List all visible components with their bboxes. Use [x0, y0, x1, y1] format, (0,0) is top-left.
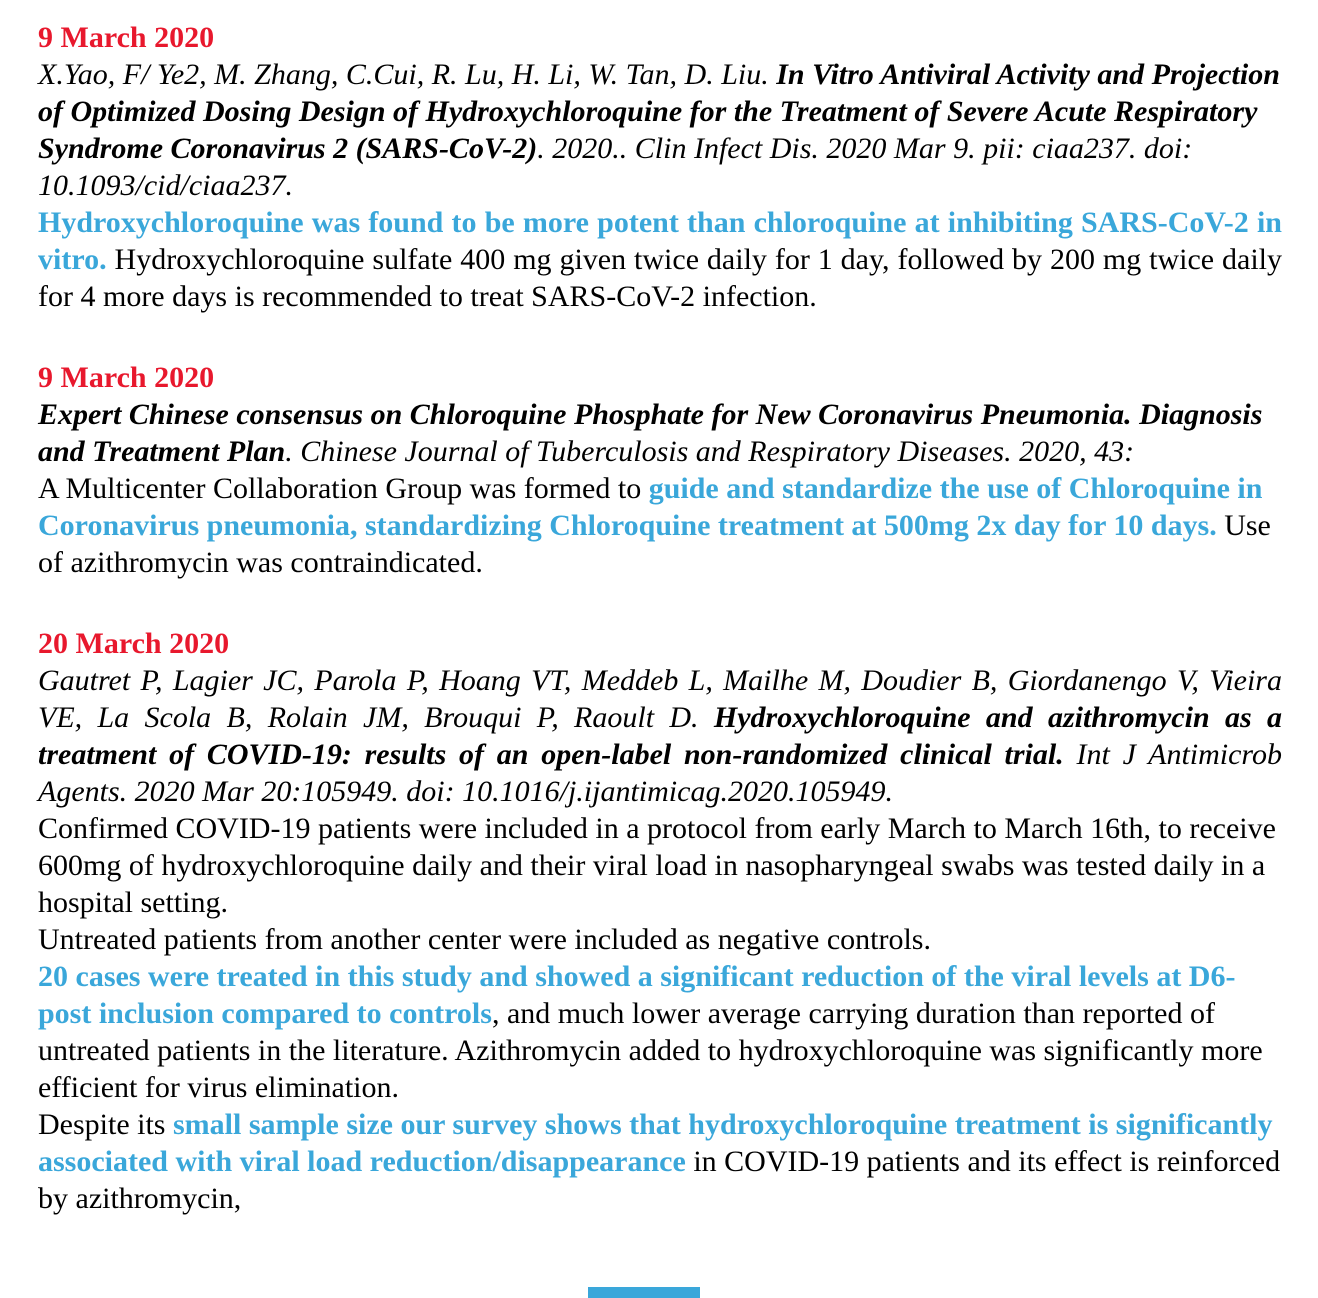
entry-date: 9 March 2020: [38, 21, 215, 54]
paragraph: [38, 958, 1282, 1106]
text-segment-blue-bold: Hydroxychloroquine was found to be more potent than chloroquine at inhibiting SARS-CoV-2 in vitro.: [38, 206, 1282, 276]
text-segment-blue-bold: small sample size our survey shows that hydroxychloroquine treatment is significantly associated with viral load reduction/disappearance: [38, 1108, 1273, 1178]
text-segment-italic: . Chinese Journal of Tuberculosis and Respiratory Diseases. 2020, 43:: [285, 435, 1135, 468]
bottom-blue-bar: [588, 1287, 700, 1298]
text-segment-bold-italic: Hydroxychloroquine and azithromycin as a treatment of COVID-19: results of an open-label non-randomized clinical trial.: [38, 701, 1283, 771]
text-segment-normal: Despite its: [38, 1108, 173, 1141]
paragraph: [38, 662, 1282, 810]
text-segment-blue-bold: 20 cases were treated in this study and showed a significant reduction of the viral levels at D6-post inclusion compared to controls: [38, 960, 1236, 1030]
research-entry: [38, 19, 1282, 315]
research-entry: [38, 625, 1282, 1217]
text-segment-bold-italic: In Vitro Antiviral Activity and Projection of Optimized Dosing Design of Hydroxychloroquine for the Treatment of Severe Acute Respiratory Syndrome Coronavirus 2 (SARS-CoV-2): [38, 58, 1280, 165]
paragraph: [38, 921, 1282, 958]
paragraph: [38, 1106, 1282, 1217]
text-segment-italic: X.Yao, F/ Ye2, M. Zhang, C.Cui, R. Lu, H. Li, W. Tan, D. Liu.: [38, 58, 777, 91]
entry-date: 9 March 2020: [38, 361, 215, 394]
paragraph: [38, 396, 1282, 470]
text-segment-normal: Use of azithromycin was contraindicated.: [38, 509, 1271, 579]
text-segment-normal: Hydroxychloroquine sulfate 400 mg given twice daily for 1 day, followed by 200 mg twice daily for 4 more days is recommended to treat SARS-CoV-2 infection.: [38, 243, 1282, 313]
text-segment-blue-bold: guide and standardize the use of Chloroquine in Coronavirus pneumonia, standardizing Chloroquine treatment at 500mg 2x day for 10 days.: [38, 472, 1263, 542]
text-segment-bold-italic: Expert Chinese consensus on Chloroquine Phosphate for New Coronavirus Pneumonia. Diagnosis and Treatment Plan: [38, 398, 1263, 468]
paragraph: [38, 470, 1282, 581]
text-segment-normal: Confirmed COVID-19 patients were included in a protocol from early March to March 16th, to receive 600mg of hydroxychloroquine daily and their viral load in nasopharyngeal swabs was tested daily in a hospital setting.: [38, 812, 1276, 919]
paragraph: [38, 810, 1282, 921]
text-segment-normal: in COVID-19 patients and its effect is reinforced by azithromycin,: [38, 1145, 1281, 1215]
text-segment-italic: . 2020.. Clin Infect Dis. 2020 Mar 9. pii: ciaa237. doi: 10.1093/cid/ciaa237.: [38, 132, 1193, 202]
text-segment-normal: , and much lower average carrying duration than reported of untreated patients in the literature. Azithromycin added to hydroxychloroquine was significantly more efficient for virus elimination.: [38, 997, 1263, 1104]
text-segment-italic: Int J Antimicrob Agents. 2020 Mar 20:105949. doi: 10.1016/j.ijantimicag.2020.105949.: [38, 738, 1282, 808]
entry-date: 20 March 2020: [38, 627, 230, 660]
text-segment-italic: Gautret P, Lagier JC, Parola P, Hoang VT, Meddeb L, Mailhe M, Doudier B, Giordanengo V, Vieira VE, La Scola B, Rolain JM, Brouqui P, Raoult D.: [38, 664, 1282, 734]
paragraph: [38, 204, 1282, 315]
paragraph: [38, 56, 1282, 204]
text-segment-normal: A Multicenter Collaboration Group was formed to: [38, 472, 649, 505]
text-segment-normal: Untreated patients from another center were included as negative controls.: [38, 923, 931, 956]
research-entry: [38, 359, 1282, 581]
